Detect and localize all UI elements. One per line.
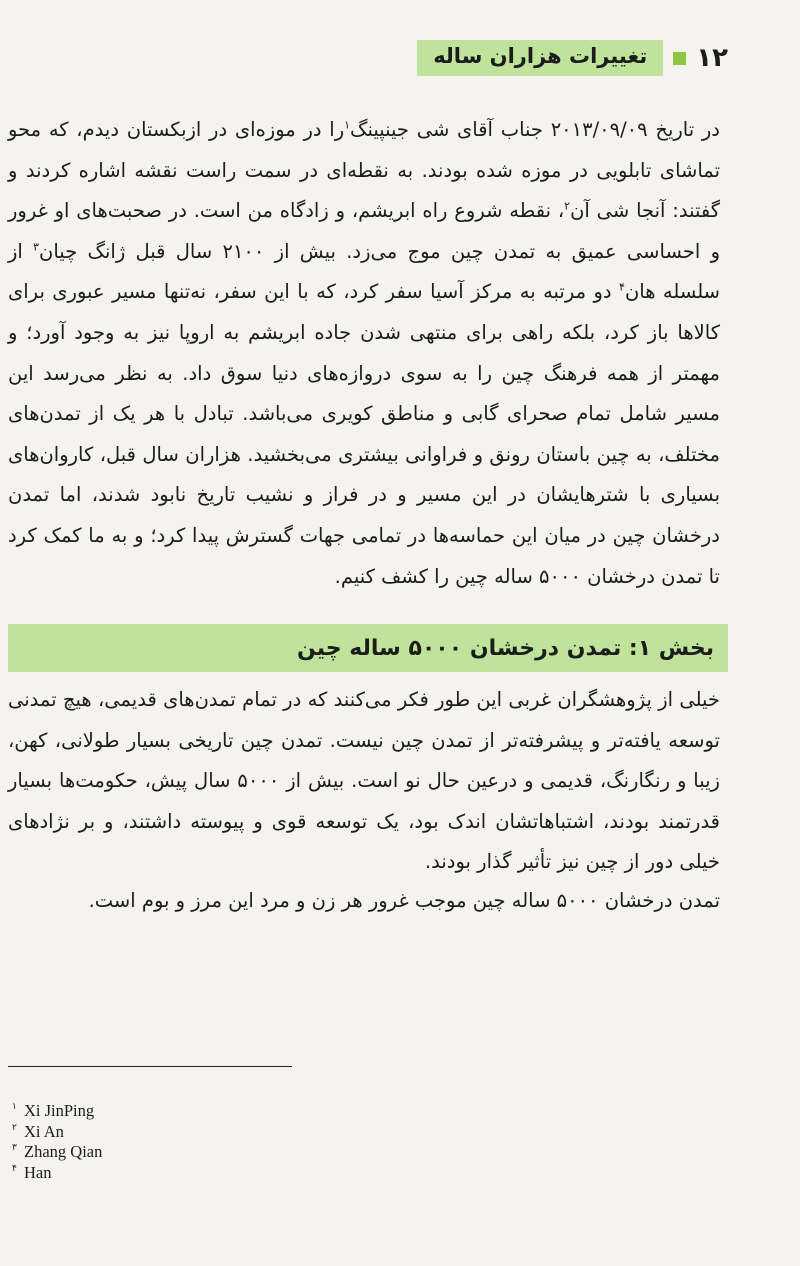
intro-text-3: ، نقطه شروع راه ابریشم، و زادگاه من است. در صحبت‌های او غرور و احساسی عمیق به تمدن چین موج می‌زد. بیش از ۲۱۰۰ سال قبل ژانگ چیان (8, 199, 721, 263)
section-text-1: خیلی از پژوهشگران غربی این طور فکر می‌کنند که در تمام تمدن‌های قدیمی، هیچ تمدنی توسعه یافته‌تر و پیشرفته‌تر از تمدن چین نیست. تمدن چین تاریخی بسیار طولانی، کهن، زیبا و رنگارنگ، قدیمی و درعین حال نو است. بیش از ۵۰۰۰ سال پیش، حکومت‌ها بسیار قدرتمند بودند، اشتباهاتشان اندک بود، یک توسعه قوی و پیوسته داشتند، و بر نژادهای خیلی دور از چین نیز تأثیر گذار بودند. (8, 688, 720, 874)
footnote-mark: ۲ (12, 1122, 17, 1133)
footnote-ref-2: ۲ (564, 199, 571, 213)
section-paragraph-2 (8, 881, 720, 922)
intro-text-1: در تاریخ ۲۰۱۳/۰۹/۰۹ جناب آقای شی جینپینگ (350, 118, 720, 141)
footnote-text: Xi JinPing (24, 1101, 95, 1120)
intro-text-2: را در موزه‌ای در ازبکستان دیدم، که محو تماشای تابلویی در موزه شده بودند. به نقطه‌ای در سمت راست نقشه اشاره کردند و گفتند: آنجا شی آن (8, 118, 720, 223)
footnote-ref-4: ۴ (619, 280, 625, 294)
footnote-ref-1: ۱ (344, 118, 351, 132)
footnote-divider (8, 1066, 292, 1067)
footnote-text: Xi An (24, 1121, 64, 1141)
footnote-ref-3: ۳ (33, 240, 40, 254)
section-heading-bar (8, 624, 728, 672)
footnote-item (12, 1142, 102, 1163)
running-head (417, 40, 728, 76)
section-text-2: تمدن درخشان ۵۰۰۰ ساله چین موجب غرور هر زن و مرد این مرز و بوم است. (88, 889, 720, 912)
footnote-item (12, 1122, 102, 1143)
footnote-item (12, 1163, 102, 1184)
page-number: ١٢ (696, 43, 728, 73)
footnote-item (12, 1101, 102, 1122)
section-heading: بخش ۱: تمدن درخشان ۵۰۰۰ ساله چین (297, 635, 714, 661)
intro-text-5: دو مرتبه به مرکز آسیا سفر کرد، که با این سفر، نه‌تنها مسیر عبوری برای کالاها باز کرد، بلکه راهی برای منتهی شدن جاده ابریشم به اروپا نیز به وجود آورد؛ و مهمتر از همه فرهنگ چین را به سوی دروازه‌های دنیا سوق داد. به نظر می‌رسد این مسیر شامل تمام صحرای گابی و مناطق کویری می‌باشد. تبادل با هر یک از تمدن‌های مختلف، به چین باستان رونق و فراوانی بیشتری می‌بخشید. هزاران سال قبل، کاروان‌های بسیاری با شترهایشان در این مسیر و در فراز و نشیب تاریخ نابود شدند، اما تمدن درخشان چین در میان این حماسه‌ها در تمامی جهات گسترش پیدا کرد؛ و به ما کمک کرد تا تمدن درخشان ۵۰۰۰ ساله چین را کشف کنیم. (8, 280, 720, 588)
bullet-square-icon (673, 52, 686, 65)
footnote-text: Han (24, 1162, 52, 1182)
section-paragraph-1 (8, 680, 720, 883)
footnotes (12, 1101, 102, 1183)
intro-paragraph (8, 110, 720, 597)
footnote-mark: ۴ (12, 1163, 17, 1174)
footnote-mark: ۳ (12, 1143, 17, 1153)
footnote-text: Zhang Qian (24, 1142, 103, 1161)
footnote-mark: ۱ (12, 1102, 17, 1112)
intro-text-4: از سلسله هان (8, 239, 721, 304)
chapter-title: تغییرات هزاران ساله (417, 40, 663, 76)
